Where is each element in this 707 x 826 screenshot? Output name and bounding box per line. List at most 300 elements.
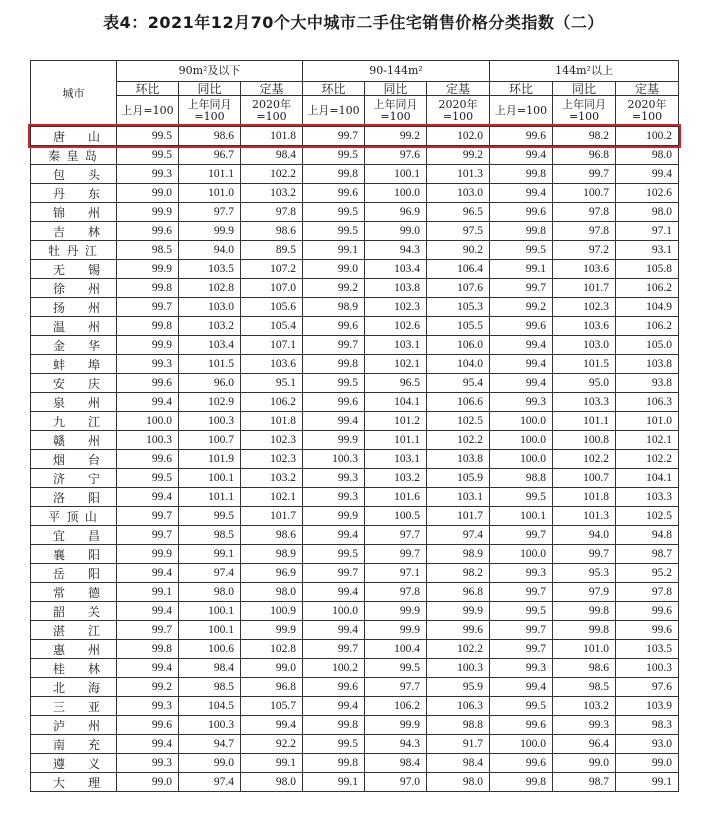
- city-cell: [31, 336, 117, 355]
- value-cell: 100.0: [365, 184, 427, 203]
- city-cell: [31, 640, 117, 659]
- value-cell: 104.9: [616, 298, 679, 317]
- value-cell: 94.0: [179, 241, 241, 260]
- value-cell: 99.9: [179, 222, 241, 241]
- base-last-year: 上年同月=100: [179, 96, 241, 127]
- value-cell: 100.3: [427, 659, 490, 678]
- subhead-yoy: 同比: [179, 82, 241, 96]
- city-name: 大 理: [53, 775, 100, 790]
- value-cell: 102.8: [241, 640, 303, 659]
- value-cell: 95.9: [427, 678, 490, 697]
- table-row: [31, 545, 679, 564]
- value-cell: 103.0: [179, 298, 241, 317]
- city-name: 桂 林: [53, 661, 100, 676]
- value-cell: 102.1: [241, 488, 303, 507]
- value-cell: 100.1: [490, 507, 553, 526]
- group-header-medium: 90-144m²: [303, 61, 490, 82]
- value-cell: 99.6: [117, 716, 179, 735]
- value-cell: 97.8: [365, 583, 427, 602]
- value-cell: 103.8: [365, 279, 427, 298]
- city-name: 洛 阳: [53, 490, 100, 505]
- value-cell: 97.0: [365, 773, 427, 792]
- value-cell: 103.8: [616, 355, 679, 374]
- value-cell: 99.3: [490, 393, 553, 412]
- value-cell: 102.2: [553, 450, 616, 469]
- city-name: 扬 州: [53, 300, 100, 315]
- value-cell: 99.5: [490, 697, 553, 716]
- base-last-month: 上月=100: [117, 96, 179, 127]
- value-cell: 99.0: [616, 754, 679, 773]
- value-cell: 99.9: [117, 545, 179, 564]
- table-row: [31, 374, 679, 393]
- value-cell: 98.9: [241, 545, 303, 564]
- city-name: 丹 东: [53, 186, 100, 201]
- value-cell: 105.8: [616, 260, 679, 279]
- value-cell: 103.6: [553, 260, 616, 279]
- value-cell: 99.4: [117, 488, 179, 507]
- value-cell: 102.3: [241, 431, 303, 450]
- value-cell: 97.4: [179, 773, 241, 792]
- table-header: [31, 61, 679, 127]
- value-cell: 101.5: [179, 355, 241, 374]
- value-cell: 99.2: [117, 678, 179, 697]
- value-cell: 97.4: [179, 564, 241, 583]
- value-cell: 106.2: [365, 697, 427, 716]
- value-cell: 99.7: [490, 640, 553, 659]
- value-cell: 98.0: [427, 773, 490, 792]
- value-cell: 98.6: [553, 659, 616, 678]
- city-cell: [31, 526, 117, 545]
- value-cell: 99.8: [490, 222, 553, 241]
- value-cell: 96.8: [241, 678, 303, 697]
- value-cell: 99.8: [490, 773, 553, 792]
- table-row: [31, 564, 679, 583]
- value-cell: 96.5: [365, 374, 427, 393]
- city-name: 南 充: [53, 737, 100, 752]
- city-cell: [31, 697, 117, 716]
- value-cell: 99.7: [303, 336, 365, 355]
- value-cell: 99.3: [490, 564, 553, 583]
- base-2020: 2020年=100: [241, 96, 303, 127]
- value-cell: 96.7: [179, 146, 241, 165]
- value-cell: 102.1: [365, 355, 427, 374]
- value-cell: 99.7: [490, 279, 553, 298]
- value-cell: 101.1: [553, 412, 616, 431]
- value-cell: 106.2: [616, 279, 679, 298]
- value-cell: 97.1: [365, 564, 427, 583]
- value-cell: 97.6: [616, 678, 679, 697]
- value-cell: 99.4: [241, 716, 303, 735]
- value-cell: 99.4: [303, 412, 365, 431]
- value-cell: 99.0: [365, 222, 427, 241]
- value-cell: 102.2: [616, 450, 679, 469]
- city-name: 平 顶 山: [48, 509, 97, 524]
- value-cell: 103.5: [616, 640, 679, 659]
- table-row: [31, 355, 679, 374]
- city-cell: [31, 374, 117, 393]
- city-cell: [31, 393, 117, 412]
- city-cell: [31, 602, 117, 621]
- city-name: 唐 山: [53, 129, 100, 144]
- value-cell: 102.1: [616, 431, 679, 450]
- city-name: 赣 州: [53, 433, 100, 448]
- value-cell: 101.8: [241, 127, 303, 146]
- city-cell: [31, 431, 117, 450]
- value-cell: 99.9: [241, 621, 303, 640]
- value-cell: 97.8: [616, 583, 679, 602]
- table-row: [31, 165, 679, 184]
- value-cell: 101.0: [179, 184, 241, 203]
- value-cell: 99.4: [490, 336, 553, 355]
- value-cell: 99.8: [303, 165, 365, 184]
- table-body: [31, 127, 679, 792]
- value-cell: 99.4: [117, 564, 179, 583]
- value-cell: 106.3: [616, 393, 679, 412]
- value-cell: 99.7: [117, 526, 179, 545]
- value-cell: 99.4: [490, 374, 553, 393]
- value-cell: 100.1: [179, 621, 241, 640]
- value-cell: 99.1: [179, 545, 241, 564]
- value-cell: 99.3: [117, 697, 179, 716]
- value-cell: 101.8: [241, 412, 303, 431]
- value-cell: 98.0: [241, 773, 303, 792]
- value-cell: 99.7: [553, 545, 616, 564]
- value-cell: 103.1: [365, 450, 427, 469]
- value-cell: 95.2: [616, 564, 679, 583]
- base-last-year: 上年同月=100: [365, 96, 427, 127]
- city-name: 徐 州: [53, 281, 100, 296]
- city-column-header: 城市: [31, 61, 117, 127]
- value-cell: 101.6: [365, 488, 427, 507]
- city-name: 常 德: [53, 585, 100, 600]
- value-cell: 99.5: [490, 488, 553, 507]
- value-cell: 101.3: [553, 507, 616, 526]
- value-cell: 101.7: [427, 507, 490, 526]
- value-cell: 97.5: [427, 222, 490, 241]
- value-cell: 100.0: [117, 412, 179, 431]
- value-cell: 99.1: [616, 773, 679, 792]
- value-cell: 96.8: [553, 146, 616, 165]
- subhead-mom: 环比: [490, 82, 553, 96]
- value-cell: 97.7: [179, 203, 241, 222]
- value-cell: 99.4: [117, 659, 179, 678]
- value-cell: 100.0: [490, 412, 553, 431]
- value-cell: 97.7: [365, 678, 427, 697]
- value-cell: 103.0: [553, 336, 616, 355]
- value-cell: 99.7: [365, 545, 427, 564]
- value-cell: 100.1: [179, 469, 241, 488]
- value-cell: 98.5: [179, 526, 241, 545]
- value-cell: 99.1: [117, 583, 179, 602]
- value-cell: 100.2: [303, 659, 365, 678]
- value-cell: 93.8: [616, 374, 679, 393]
- value-cell: 101.1: [365, 431, 427, 450]
- base-last-month: 上月=100: [303, 96, 365, 127]
- city-name: 吉 林: [53, 224, 100, 239]
- city-name: 北 海: [53, 680, 100, 695]
- value-cell: 94.3: [365, 241, 427, 260]
- value-cell: 99.3: [303, 469, 365, 488]
- value-cell: 99.5: [303, 374, 365, 393]
- value-cell: 99.0: [117, 184, 179, 203]
- value-cell: 99.6: [303, 393, 365, 412]
- value-cell: 99.9: [117, 336, 179, 355]
- value-cell: 98.4: [365, 754, 427, 773]
- table-row: [31, 602, 679, 621]
- city-cell: [31, 659, 117, 678]
- city-cell: [31, 716, 117, 735]
- value-cell: 97.1: [616, 222, 679, 241]
- value-cell: 100.3: [179, 412, 241, 431]
- value-cell: 99.8: [553, 621, 616, 640]
- table-title: 表4：2021年12月70个大中城市二手住宅销售价格分类指数（二）: [103, 13, 604, 32]
- city-name: 泸 州: [53, 718, 100, 733]
- value-cell: 96.9: [241, 564, 303, 583]
- value-cell: 99.7: [117, 507, 179, 526]
- city-cell: [31, 735, 117, 754]
- value-cell: 99.6: [616, 621, 679, 640]
- value-cell: 99.5: [303, 146, 365, 165]
- city-name: 遵 义: [53, 756, 100, 771]
- value-cell: 99.4: [117, 602, 179, 621]
- value-cell: 99.8: [117, 317, 179, 336]
- value-cell: 105.6: [241, 298, 303, 317]
- value-cell: 103.2: [553, 697, 616, 716]
- subhead-mom: 环比: [117, 82, 179, 96]
- value-cell: 99.5: [365, 659, 427, 678]
- value-cell: 99.4: [303, 697, 365, 716]
- value-cell: 99.5: [117, 127, 179, 146]
- city-cell: [31, 412, 117, 431]
- table-row: [31, 260, 679, 279]
- value-cell: 99.0: [117, 773, 179, 792]
- subhead-mom: 环比: [303, 82, 365, 96]
- value-cell: 103.0: [427, 184, 490, 203]
- value-cell: 98.7: [553, 773, 616, 792]
- value-cell: 97.8: [553, 222, 616, 241]
- value-cell: 98.6: [241, 222, 303, 241]
- city-cell: [31, 583, 117, 602]
- city-cell: [31, 469, 117, 488]
- table-row: [31, 203, 679, 222]
- city-cell: [31, 165, 117, 184]
- value-cell: 99.2: [427, 146, 490, 165]
- value-cell: 101.1: [179, 165, 241, 184]
- subhead-fixed: 定基: [616, 82, 679, 96]
- value-cell: 100.7: [553, 469, 616, 488]
- value-cell: 99.6: [117, 450, 179, 469]
- value-cell: 96.5: [427, 203, 490, 222]
- city-name: 蚌 埠: [53, 357, 100, 372]
- value-cell: 101.9: [179, 450, 241, 469]
- value-cell: 100.7: [179, 431, 241, 450]
- value-cell: 100.2: [616, 127, 679, 146]
- city-cell: [31, 773, 117, 792]
- value-cell: 102.2: [427, 640, 490, 659]
- value-cell: 100.3: [303, 450, 365, 469]
- value-cell: 103.3: [616, 488, 679, 507]
- value-cell: 99.3: [117, 165, 179, 184]
- value-cell: 95.0: [553, 374, 616, 393]
- value-cell: 101.3: [427, 165, 490, 184]
- value-cell: 94.0: [553, 526, 616, 545]
- city-cell: [31, 317, 117, 336]
- value-cell: 103.9: [616, 697, 679, 716]
- value-cell: 100.0: [490, 450, 553, 469]
- value-cell: 100.1: [179, 602, 241, 621]
- value-cell: 99.5: [117, 469, 179, 488]
- value-cell: 107.2: [241, 260, 303, 279]
- value-cell: 100.5: [365, 507, 427, 526]
- value-cell: 100.3: [179, 716, 241, 735]
- city-cell: [31, 279, 117, 298]
- value-cell: 99.5: [179, 507, 241, 526]
- value-cell: 103.1: [365, 336, 427, 355]
- value-cell: 98.9: [303, 298, 365, 317]
- value-cell: 99.3: [303, 488, 365, 507]
- value-cell: 99.4: [490, 184, 553, 203]
- city-name: 岳 阳: [53, 566, 100, 581]
- city-cell: [31, 450, 117, 469]
- value-cell: 98.6: [241, 526, 303, 545]
- value-cell: 100.0: [490, 431, 553, 450]
- value-cell: 103.3: [553, 393, 616, 412]
- value-cell: 99.7: [303, 640, 365, 659]
- base-2020: 2020年=100: [427, 96, 490, 127]
- value-cell: 97.8: [241, 203, 303, 222]
- city-cell: [31, 127, 117, 146]
- value-cell: 95.1: [241, 374, 303, 393]
- table-row: [31, 754, 679, 773]
- value-cell: 99.9: [365, 716, 427, 735]
- value-cell: 99.7: [490, 621, 553, 640]
- value-cell: 98.2: [427, 564, 490, 583]
- city-cell: [31, 754, 117, 773]
- value-cell: 99.6: [427, 621, 490, 640]
- table-row: [31, 507, 679, 526]
- city-name: 韶 关: [53, 604, 100, 619]
- value-cell: 105.7: [241, 697, 303, 716]
- value-cell: 105.3: [427, 298, 490, 317]
- city-cell: [31, 260, 117, 279]
- value-cell: 99.4: [616, 165, 679, 184]
- value-cell: 103.5: [179, 260, 241, 279]
- value-cell: 99.7: [117, 298, 179, 317]
- table-row: [31, 488, 679, 507]
- value-cell: 99.6: [490, 127, 553, 146]
- value-cell: 100.3: [616, 659, 679, 678]
- value-cell: 99.9: [117, 260, 179, 279]
- value-cell: 100.9: [241, 602, 303, 621]
- value-cell: 102.6: [365, 317, 427, 336]
- value-cell: 97.9: [553, 583, 616, 602]
- value-cell: 99.7: [303, 127, 365, 146]
- city-name: 温 州: [53, 319, 100, 334]
- value-cell: 99.6: [303, 678, 365, 697]
- table-row: [31, 431, 679, 450]
- value-cell: 98.4: [179, 659, 241, 678]
- table-row: [31, 298, 679, 317]
- value-cell: 102.0: [427, 127, 490, 146]
- table-row: [31, 583, 679, 602]
- value-cell: 99.2: [490, 298, 553, 317]
- table-row: [31, 659, 679, 678]
- group-header-small: 90m²及以下: [117, 61, 303, 82]
- value-cell: 96.9: [365, 203, 427, 222]
- value-cell: 103.4: [365, 260, 427, 279]
- table-row: [31, 697, 679, 716]
- value-cell: 102.6: [616, 184, 679, 203]
- value-cell: 107.0: [241, 279, 303, 298]
- value-cell: 98.0: [616, 146, 679, 165]
- value-cell: 103.2: [365, 469, 427, 488]
- city-cell: [31, 184, 117, 203]
- value-cell: 102.5: [616, 507, 679, 526]
- value-cell: 99.0: [553, 754, 616, 773]
- value-cell: 99.6: [117, 374, 179, 393]
- value-cell: 99.6: [117, 222, 179, 241]
- value-cell: 101.5: [553, 355, 616, 374]
- city-name: 烟 台: [53, 452, 100, 467]
- city-cell: [31, 222, 117, 241]
- city-cell: [31, 564, 117, 583]
- table-row: [31, 621, 679, 640]
- city-cell: [31, 507, 117, 526]
- value-cell: 94.3: [365, 735, 427, 754]
- value-cell: 99.8: [303, 355, 365, 374]
- value-cell: 99.6: [490, 716, 553, 735]
- value-cell: 98.8: [490, 469, 553, 488]
- value-cell: 97.2: [553, 241, 616, 260]
- group-header-large: 144m²以上: [490, 61, 679, 82]
- value-cell: 99.2: [365, 127, 427, 146]
- value-cell: 99.3: [117, 355, 179, 374]
- city-cell: [31, 621, 117, 640]
- value-cell: 100.7: [553, 184, 616, 203]
- value-cell: 99.9: [117, 203, 179, 222]
- value-cell: 102.8: [179, 279, 241, 298]
- value-cell: 99.3: [553, 716, 616, 735]
- city-name: 安 庆: [53, 376, 100, 391]
- city-name: 金 华: [53, 338, 100, 353]
- value-cell: 102.2: [241, 165, 303, 184]
- value-cell: 101.0: [616, 412, 679, 431]
- city-name: 宜 昌: [53, 528, 100, 543]
- value-cell: 106.0: [427, 336, 490, 355]
- value-cell: 101.0: [553, 640, 616, 659]
- value-cell: 99.4: [303, 526, 365, 545]
- city-cell: [31, 678, 117, 697]
- value-cell: 99.8: [117, 640, 179, 659]
- table-row: [31, 184, 679, 203]
- city-name: 九 江: [53, 414, 100, 429]
- value-cell: 99.8: [303, 754, 365, 773]
- value-cell: 103.8: [427, 450, 490, 469]
- value-cell: 102.3: [241, 450, 303, 469]
- city-cell: [31, 298, 117, 317]
- value-cell: 100.0: [490, 735, 553, 754]
- value-cell: 99.9: [427, 602, 490, 621]
- value-cell: 98.0: [616, 203, 679, 222]
- city-cell: [31, 241, 117, 260]
- value-cell: 96.0: [179, 374, 241, 393]
- city-cell: [31, 488, 117, 507]
- value-cell: 101.7: [241, 507, 303, 526]
- value-cell: 99.2: [303, 279, 365, 298]
- value-cell: 99.9: [303, 507, 365, 526]
- value-cell: 99.1: [241, 754, 303, 773]
- value-cell: 99.7: [553, 165, 616, 184]
